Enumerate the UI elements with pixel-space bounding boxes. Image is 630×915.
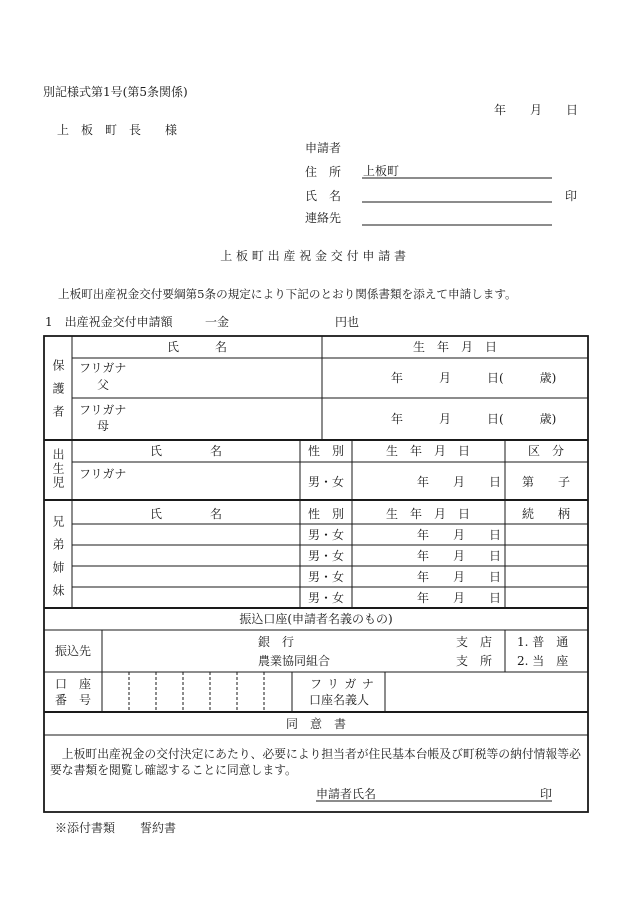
attachments-value: 誓約書 [140,821,177,835]
intro-text: 上板町出産祝金交付要綱第5条の規定により下記のとおり関係書類を添えて申請します。 [58,287,517,301]
account-number-label-bottom: 番 号 [55,693,92,707]
guardians-section-label: 保護者 [51,359,65,428]
guardians-dob-header: 生 年 月 日 [413,340,498,354]
account-number-label-top: 口 座 [55,677,92,691]
siblings-relation-header: 続 柄 [522,507,571,521]
newborn-dob: 年 月 日 [417,475,502,489]
sibling-dob: 年 月 日 [417,591,502,605]
consent-body: 上板町出産祝金の交付決定にあたり、必要により担当者が住民基本台帳及び町税等の納付情報等必要な書類を閲覧し確認することに同意します。 [50,747,581,777]
amount-prefix: 一金 [205,315,230,329]
name-label: 氏 名 [305,189,342,203]
sibling-sex: 男・女 [308,591,345,605]
branch-label: 支 店 [456,635,493,649]
newborn-dob-header: 生 年 月 日 [386,444,471,458]
account-holder-label: 口座名義人 [309,693,370,707]
father-furigana-label: フリガナ [79,361,127,375]
attachments-label: ※添付書類 [55,821,116,835]
address-label: 住 所 [305,165,342,179]
sibling-sex: 男・女 [308,528,345,542]
applicant-heading: 申請者 [305,141,342,155]
bank-section-header: 振込口座(申請者名義のもの) [239,612,393,626]
mother-label: 母 [97,419,110,433]
application-date: 年 月 日 [494,103,579,117]
account-type-current: 2. 当 座 [517,654,569,668]
guardians-name-header: 氏 名 [167,340,228,354]
mother-dob: 年 月 日( 歳) [391,412,557,426]
siblings-name-header: 氏 名 [150,507,223,521]
bank-label: 銀 行 [258,635,295,649]
siblings-sex-header: 性 別 [308,507,345,521]
newborn-furigana-label: フリガナ [79,467,127,481]
father-dob: 年 月 日( 歳) [391,371,557,385]
branch-office-label: 支 所 [456,654,493,668]
address-value: 上板町 [363,164,400,178]
transfer-destination-label: 振込先 [55,644,92,658]
newborn-order-header: 区 分 [528,444,565,458]
newborn-order: 第 子 [522,475,571,489]
amount-label: 1 出産祝金交付申請額 [45,315,173,329]
page-title: 上板町出産祝金交付申請書 [220,249,410,263]
newborn-sex-header: 性 別 [308,444,345,458]
amount-suffix: 円也 [335,315,360,329]
mother-furigana-label: フリガナ [79,403,127,417]
signature-seal: 印 [540,787,553,801]
newborn-name-header: 氏 名 [150,444,223,458]
father-label: 父 [97,378,110,392]
newborn-section-label: 出生児 [51,448,65,490]
form-number: 別記様式第1号(第5条関係) [43,85,188,99]
account-holder-furigana-label: フリガナ [310,677,380,691]
sibling-sex: 男・女 [308,549,345,563]
sibling-sex: 男・女 [308,570,345,584]
addressee: 上 板 町 長 様 [57,123,178,137]
consent-title: 同 意 書 [285,717,346,731]
sibling-dob: 年 月 日 [417,570,502,584]
siblings-section-label: 兄弟姉妹 [51,515,65,607]
sibling-dob: 年 月 日 [417,528,502,542]
contact-label: 連絡先 [305,211,342,225]
signature-label: 申請者氏名 [316,787,377,801]
siblings-dob-header: 生 年 月 日 [386,507,471,521]
newborn-sex: 男・女 [308,475,345,489]
account-type-ordinary: 1. 普 通 [517,635,569,649]
applicant-seal: 印 [565,189,578,203]
sibling-dob: 年 月 日 [417,549,502,563]
agricultural-coop-label: 農業協同組合 [258,654,331,668]
